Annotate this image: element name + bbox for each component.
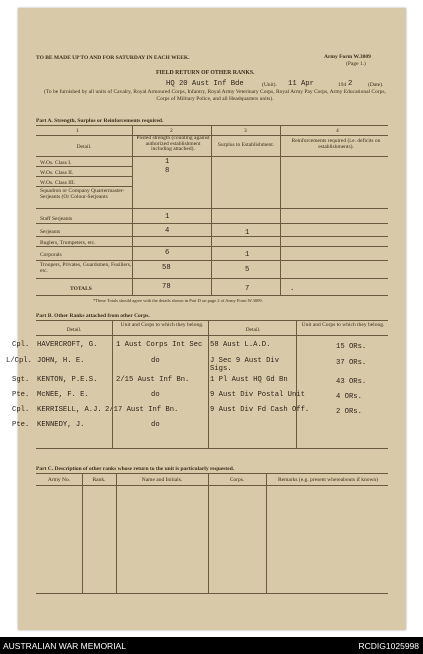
form-page: (Page 1.) [346, 61, 366, 67]
row-rule [36, 278, 388, 279]
footer-left: AUSTRALIAN WAR MEMORIAL [3, 641, 126, 651]
part-a-footnote: *These Totals should agree with the details shown in Part D on page 2 of Army Form W.3009. [93, 298, 263, 303]
part-c-col-remarks: Remarks (e.g. present whereabouts if known) [277, 477, 379, 483]
part-c-col-army-no: Army No. [47, 477, 71, 483]
form-sheet [6, 8, 406, 630]
row-rule [36, 208, 388, 209]
totals-posted: 78 [162, 283, 171, 291]
part-a-bottom-rule [36, 295, 388, 296]
attached-unit: do [151, 391, 160, 399]
attached-detail-2: 9 Aust Div Postal Unit [210, 391, 305, 399]
part-b-col-divider [208, 320, 209, 448]
attached-name: JOHN, H. E. [37, 357, 85, 365]
part-a-body-rule [36, 156, 388, 157]
part-b-top-rule [36, 320, 388, 321]
row-detail: Corporals [40, 252, 62, 258]
unit-label: (Unit). [262, 82, 277, 88]
part-c-top-rule [36, 473, 388, 474]
attached-name: KENTON, P.E.S. [37, 376, 98, 384]
attached-right: 2 ORs. [336, 408, 362, 416]
archive-footer [0, 637, 423, 654]
attached-right: 15 ORs. [336, 343, 367, 351]
part-b-bottom-rule [36, 448, 388, 449]
row-posted: 4 [165, 227, 170, 235]
attached-name: McNEE, F. E. [37, 391, 89, 399]
part-a-col-divider [280, 125, 281, 295]
row-detail: Staff Serjeants [40, 216, 73, 222]
attached-rank: Cpl. [12, 341, 30, 349]
part-c-header-rule [36, 485, 388, 486]
row-detail: W.Os. Class II. [40, 170, 74, 176]
attached-unit: do [151, 421, 160, 429]
row-posted: 1 [165, 213, 170, 221]
row-rule [36, 176, 132, 177]
attached-rank: Sgt. [12, 376, 30, 384]
part-a-header-rule [36, 135, 388, 136]
row-surplus: 1 [245, 251, 250, 259]
part-c-col-divider [82, 473, 83, 593]
row-posted: 1 [165, 158, 170, 166]
attached-unit: 2/17 Aust Inf Bn. [105, 406, 179, 414]
attached-rank: Cpl. [12, 406, 30, 414]
attached-rank: L/Cpl. [6, 357, 32, 365]
row-detail: W.Os. Class I. [40, 160, 72, 166]
row-detail: Buglers, Trumpeters, etc. [40, 240, 96, 246]
part-a-top-rule [36, 125, 388, 126]
part-c-col-divider [266, 473, 267, 593]
row-rule [36, 186, 132, 187]
attached-detail-2: J Sec 9 Aust Div Sigs. [210, 357, 280, 373]
row-detail: W.Os. Class III. [40, 180, 76, 186]
col-number-4: 4 [336, 128, 339, 134]
col-header-surplus: Surplus to Establishment. [217, 142, 275, 148]
attached-right: 43 ORs. [336, 378, 367, 386]
row-rule [36, 223, 388, 224]
row-surplus: 5 [245, 266, 250, 274]
attached-unit: 2/15 Aust Inf Bn. [116, 376, 190, 384]
instructions-text: (To be furnished by all units of Cavalry, Royal Armoured Corps, Infantry, Royal Army Veterinary Corps, Royal Army Pay Corps, Army Educational Corps, Corps of Military Police, and all Headquarters units). [44, 89, 386, 102]
row-rule [36, 166, 132, 167]
row-rule [36, 260, 388, 261]
part-b-title: Part B. Other Ranks attached from other Corps. [36, 313, 150, 319]
col-number-2: 2 [170, 128, 173, 134]
attached-name: KERRISELL, A.J. [37, 406, 102, 414]
attached-rank: Pte. [12, 391, 30, 399]
col-header-reinf: Reinforcements required (i.e. deficits on establishments). [291, 138, 381, 150]
totals-label: TOTALS [70, 286, 92, 292]
row-posted: 58 [162, 264, 171, 272]
date-value: 11 Apr [288, 80, 314, 88]
attached-rank: Pte. [12, 421, 30, 429]
attached-name: HAVERCROFT, G. [37, 341, 98, 349]
date-label: (Date). [368, 82, 384, 88]
part-b-col-divider [112, 320, 113, 448]
row-posted: 8 [165, 167, 170, 175]
attached-right: 4 ORs. [336, 393, 362, 401]
totals-surplus: 7 [245, 285, 250, 293]
attached-detail-2: 9 Aust Div Fd Cash Off. [210, 406, 310, 414]
part-c-title: Part C. Description of other ranks whose return to the unit is particularly requested. [36, 466, 235, 472]
attached-detail-2: 58 Aust L.A.D. [210, 341, 271, 349]
form-title: FIELD RETURN OF OTHER RANKS. [156, 70, 255, 76]
attached-unit: 1 Aust Corps Int Sec [116, 341, 203, 349]
row-rule [36, 246, 388, 247]
part-c-col-divider [208, 473, 209, 593]
col-header-posted: Posted strength (counting against authorized establishment including attached). [136, 135, 210, 152]
part-c-col-corps: Corps. [229, 477, 245, 483]
to-be-made-up-text: TO BE MADE UP TO AND FOR SATURDAY IN EACH WEEK. [36, 55, 190, 61]
row-rule [36, 236, 388, 237]
part-b-header-rule [36, 335, 388, 336]
form-name: Army Form W.3009 [324, 54, 371, 60]
part-b-col-divider [296, 320, 297, 448]
footer-right: RCDIG1025998 [358, 641, 419, 651]
year-prefix: 194 [338, 82, 347, 88]
part-a-title: Part A. Strength, Surplus or Reinforcements required. [36, 118, 164, 124]
part-b-col-unit-2: Unit and Corps to which they belong. [301, 322, 385, 328]
part-c-col-rank: Rank. [92, 477, 106, 483]
col-number-1: 1 [76, 128, 79, 134]
col-number-3: 3 [244, 128, 247, 134]
part-c-bottom-rule [36, 593, 388, 594]
part-a-col-divider [132, 125, 133, 295]
col-header-detail: Detail. [76, 144, 92, 150]
attached-unit: do [151, 357, 160, 365]
row-surplus: 1 [245, 229, 250, 237]
attached-right: 37 ORs. [336, 359, 367, 367]
row-detail: Serjeants [40, 229, 61, 235]
attached-name: KENNEDY, J. [37, 421, 85, 429]
part-b-col-detail-2: Detail. [245, 327, 261, 333]
year-value: 2 [348, 80, 353, 88]
attached-detail-2: 1 Pl Aust HQ Gd Bn [210, 376, 288, 384]
row-detail: Troopers, Privates, Guardsmen, Fusiliers, etc. [40, 262, 132, 274]
row-detail: Squadron or Company Quartermaster-Serjeants (Or Colour-Serjeants [40, 188, 125, 200]
part-a-col-divider [211, 125, 212, 295]
totals-reinf: . [290, 285, 295, 293]
part-c-col-name: Name and Initials. [141, 477, 183, 483]
part-c-col-divider [116, 473, 117, 593]
part-b-col-detail: Detail. [66, 327, 82, 333]
unit-value: HQ 20 Aust Inf Bde [166, 80, 244, 88]
row-posted: 6 [165, 249, 170, 257]
part-b-col-unit: Unit and Corps to which they belong. [120, 322, 204, 328]
